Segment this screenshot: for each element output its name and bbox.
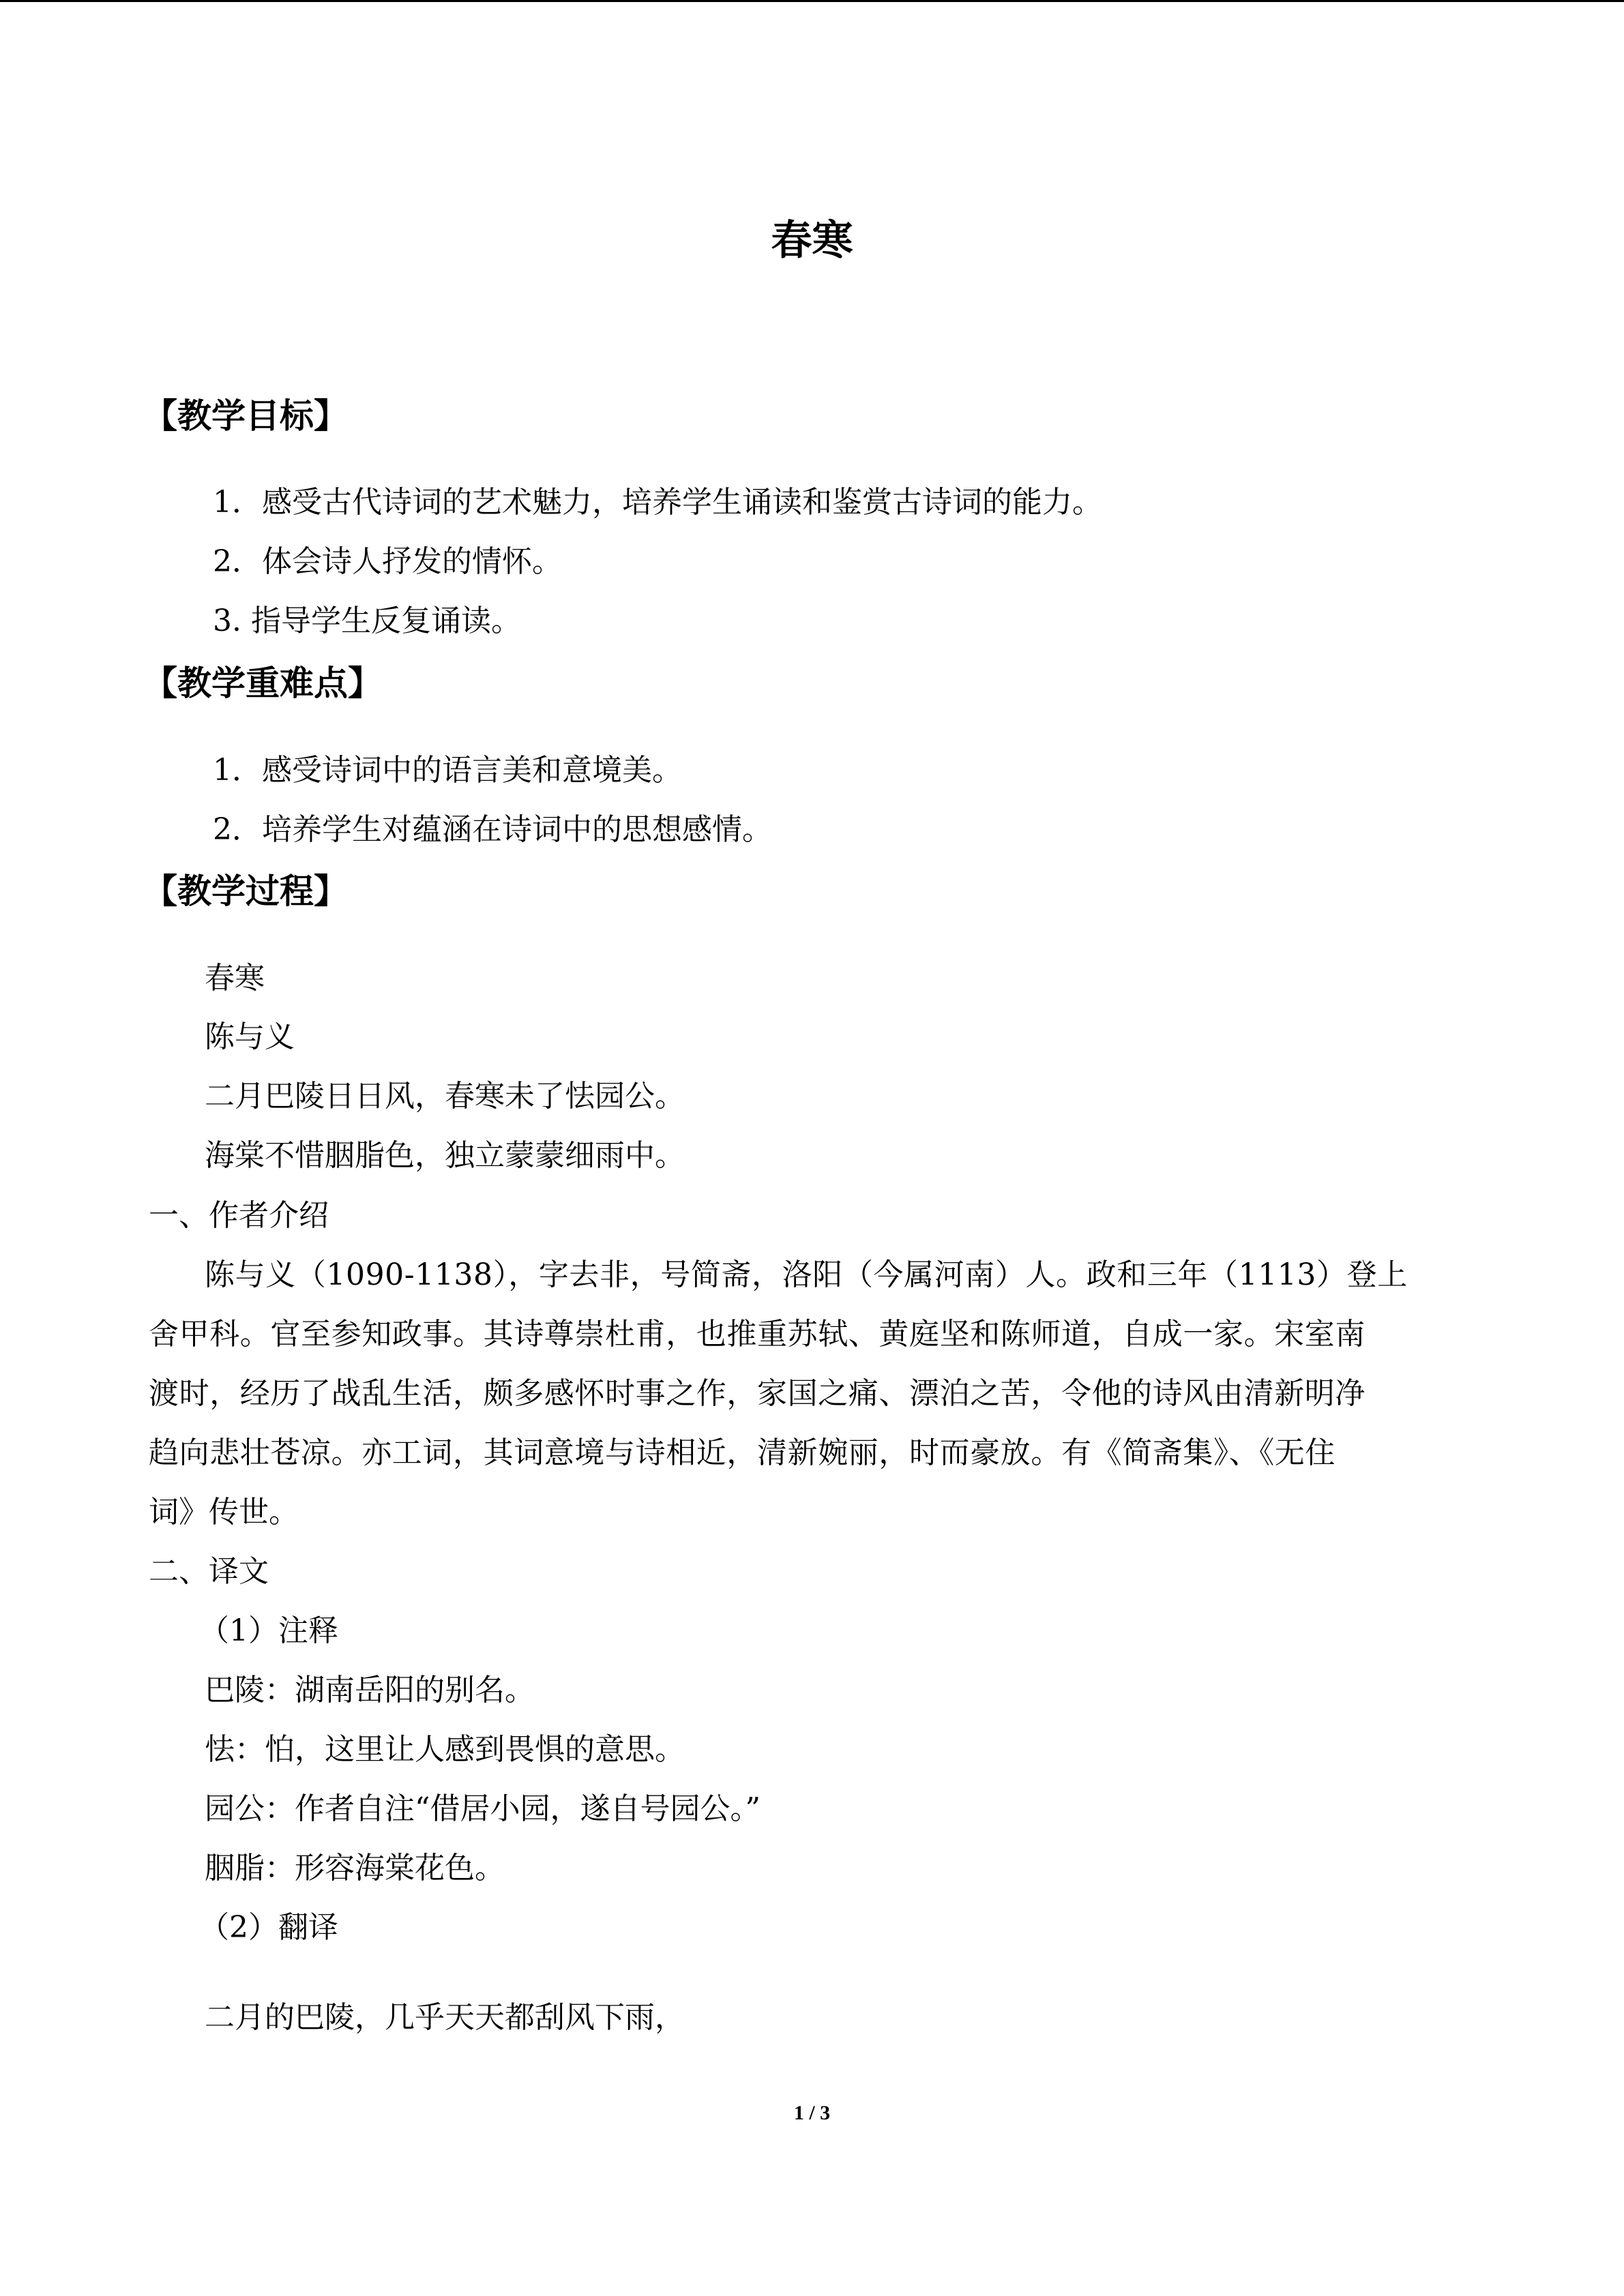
section-heading-key-points: 【教学重难点】 (143, 664, 382, 703)
notes-heading: （1）注释 (199, 1613, 338, 1648)
author-intro-line: 舍甲科。官至参知政事。其诗尊崇杜甫，也推重苏轼、黄庭坚和陈师道，自成一家。宋室南 (149, 1317, 1365, 1352)
note-item: 巴陵：湖南岳阳的别名。 (205, 1673, 535, 1708)
note-item: 园公：作者自注“借居小园，遂自号园公。” (205, 1791, 761, 1826)
document-title: 春寒 (771, 217, 853, 265)
note-item: 胭脂：形容海棠花色。 (205, 1851, 505, 1885)
author-intro-line: 渡时，经历了战乱生活，颇多感怀时事之作，家国之痛、漂泊之苦，令他的诗风由清新明净 (149, 1376, 1365, 1411)
page-top-border (0, 0, 1624, 2)
author-intro-line: 词》传世。 (149, 1495, 299, 1530)
translation-heading: 二、译文 (149, 1554, 269, 1589)
author-intro-line: 趋向悲壮苍凉。亦工词，其词意境与诗相近，清新婉丽，时而豪放。有《简斋集》、《无住 (149, 1435, 1335, 1470)
key-point-item: 2．培养学生对蕴涵在诗词中的思想感情。 (213, 812, 772, 847)
page-number: 1 / 3 (793, 2102, 831, 2124)
objective-item: 3. 指导学生反复诵读。 (213, 603, 521, 638)
author-intro-line: 陈与义（1090-1138），字去非，号简斋，洛阳（今属河南）人。政和三年（1113）登上 (205, 1257, 1408, 1292)
poem-author: 陈与义 (205, 1019, 295, 1054)
key-point-item: 1．感受诗词中的语言美和意境美。 (213, 753, 682, 788)
section-heading-objectives: 【教学目标】 (143, 396, 348, 436)
author-intro-heading: 一、作者介绍 (149, 1198, 329, 1233)
poem-title: 春寒 (205, 961, 265, 996)
objective-item: 1．感受古代诗词的艺术魅力，培养学生诵读和鉴赏古诗词的能力。 (213, 485, 1102, 520)
section-heading-process: 【教学过程】 (143, 871, 348, 911)
translation-line: 二月的巴陵，几乎天天都刮风下雨， (205, 2000, 685, 2035)
objective-item: 2．体会诗人抒发的情怀。 (213, 544, 562, 579)
translation-subheading: （2）翻译 (199, 1910, 338, 1945)
poem-line: 二月巴陵日日风，春寒未了怯园公。 (205, 1079, 685, 1114)
poem-line: 海棠不惜胭脂色，独立蒙蒙细雨中。 (205, 1138, 685, 1173)
note-item: 怯：怕，这里让人感到畏惧的意思。 (205, 1732, 685, 1767)
